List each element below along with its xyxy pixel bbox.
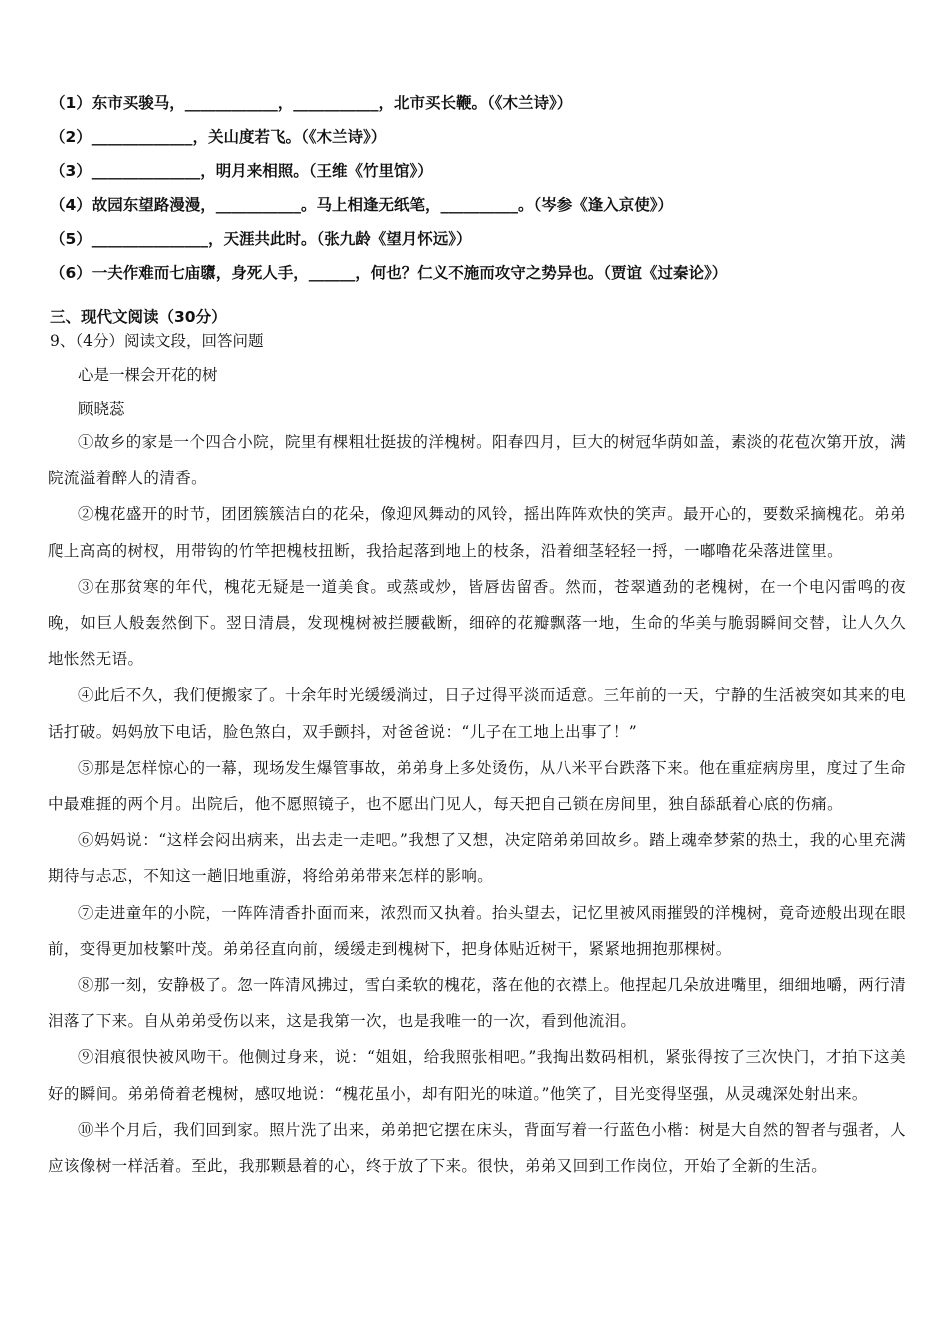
paragraph-7: ⑦走进童年的小院，一阵阵清香扑面而来，浓烈而又执着。抬头望去，记忆里被风雨摧毁的洋槐树，竟奇迹般出现在眼前，变得更加枝繁叶茂。弟弟径直向前，缓缓走到槐树下，把身体贴近树干，紧紧地拥抱那棵树。 [48, 903, 906, 958]
fill-in-item-2: （2）_____________，关山度若飞。（《木兰诗》） [50, 128, 387, 146]
fill-in-questions [50, 86, 900, 290]
paragraph-3: ③在那贫寒的年代，槐花无疑是一道美食。或蒸或炒，皆唇齿留香。然而，苍翠遒劲的老槐树，在一个电闪雷鸣的夜晚，如巨人般轰然倒下。翌日清晨，发现槐树被拦腰截断，细碎的花瓣飘落一地，生命的华美与脆弱瞬间交替，让人久久地怅然无语。 [48, 577, 906, 669]
paragraph-2: ②槐花盛开的时节，团团簇簇洁白的花朵，像迎风舞动的风铃，摇出阵阵欢快的笑声。最开心的，要数采摘槐花。弟弟爬上高高的树杈，用带钩的竹竿把槐枝扭断，我拾起落到地上的枝条，沿着细茎轻轻一捋，一嘟噜花朵落进筐里。 [48, 505, 906, 560]
article-body [48, 424, 906, 1184]
fill-in-item-6: （6）一夫作难而七庙隳，身死人手，______，何也？仁义不施而攻守之势异也。（贾谊《过秦论》） [50, 264, 728, 282]
paragraph-4: ④此后不久，我们便搬家了。十余年时光缓缓淌过，日子过得平淡而适意。三年前的一天，宁静的生活被突如其来的电话打破。妈妈放下电话，脸色煞白，双手颤抖，对爸爸说：“儿子在工地上出事了！” [48, 686, 906, 741]
paragraph-8: ⑧那一刻，安静极了。忽一阵清风拂过，雪白柔软的槐花，落在他的衣襟上。他捏起几朵放进嘴里，细细地嚼，两行清泪落了下来。自从弟弟受伤以来，这是我第一次，也是我唯一的一次，看到他流泪。 [48, 976, 906, 1031]
paragraph-6: ⑥妈妈说：“这样会闷出病来，出去走一走吧。”我想了又想，决定陪弟弟回故乡。踏上魂牵梦萦的热土，我的心里充满期待与忐忑，不知这一趟旧地重游，将给弟弟带来怎样的影响。 [48, 831, 906, 886]
paragraph-10: ⑩半个月后，我们回到家。照片洗了出来，弟弟把它摆在床头，背面写着一行蓝色小楷：树是大自然的智者与强者，人应该像树一样活着。至此，我那颗悬着的心，终于放了下来。很快，弟弟又回到工作岗位，开始了全新的生活。 [48, 1120, 906, 1176]
fill-in-item-3: （3）______________，明月来相照。（王维《竹里馆》） [50, 162, 433, 180]
paragraph-9: ⑨泪痕很快被风吻干。他侧过身来，说：“姐姐，给我照张相吧。”我掏出数码相机，紧张得按了三次快门，才拍下这美好的瞬间。弟弟倚着老槐树，感叹地说：“槐花虽小，却有阳光的味道。”他笑了，目光变得坚强，从灵魂深处射出来。 [48, 1048, 906, 1103]
article-author: 顾晓蕊 [78, 400, 125, 418]
section-title: 三、现代文阅读（30分） [50, 308, 227, 326]
paragraph-1: ①故乡的家是一个四合小院，院里有棵粗壮挺拔的洋槐树。阳春四月，巨大的树冠华荫如盖，素淡的花苞次第开放，满院流溢着醉人的清香。 [48, 433, 906, 488]
paragraph-5: ⑤那是怎样惊心的一幕，现场发生爆管事故，弟弟身上多处烫伤，从八米平台跌落下来。他在重症病房里，度过了生命中最难捱的两个月。出院后，他不愿照镜子，也不愿出门见人，每天把自己锁在房间里，独自舔舐着心底的伤痛。 [48, 758, 906, 814]
question-prompt: 9、（4分）阅读文段，回答问题 [50, 332, 264, 350]
fill-in-item-4: （4）故园东望路漫漫，___________。马上相逢无纸笔，__________。（岑参《逢入京使》） [50, 196, 674, 214]
fill-in-item-5: （5）_______________，天涯共此时。（张九龄《望月怀远》） [50, 230, 472, 248]
article-title: 心是一棵会开花的树 [78, 366, 218, 384]
fill-in-item-1: （1）东市买骏马，____________，___________，北市买长鞭。（《木兰诗》） [50, 94, 573, 112]
